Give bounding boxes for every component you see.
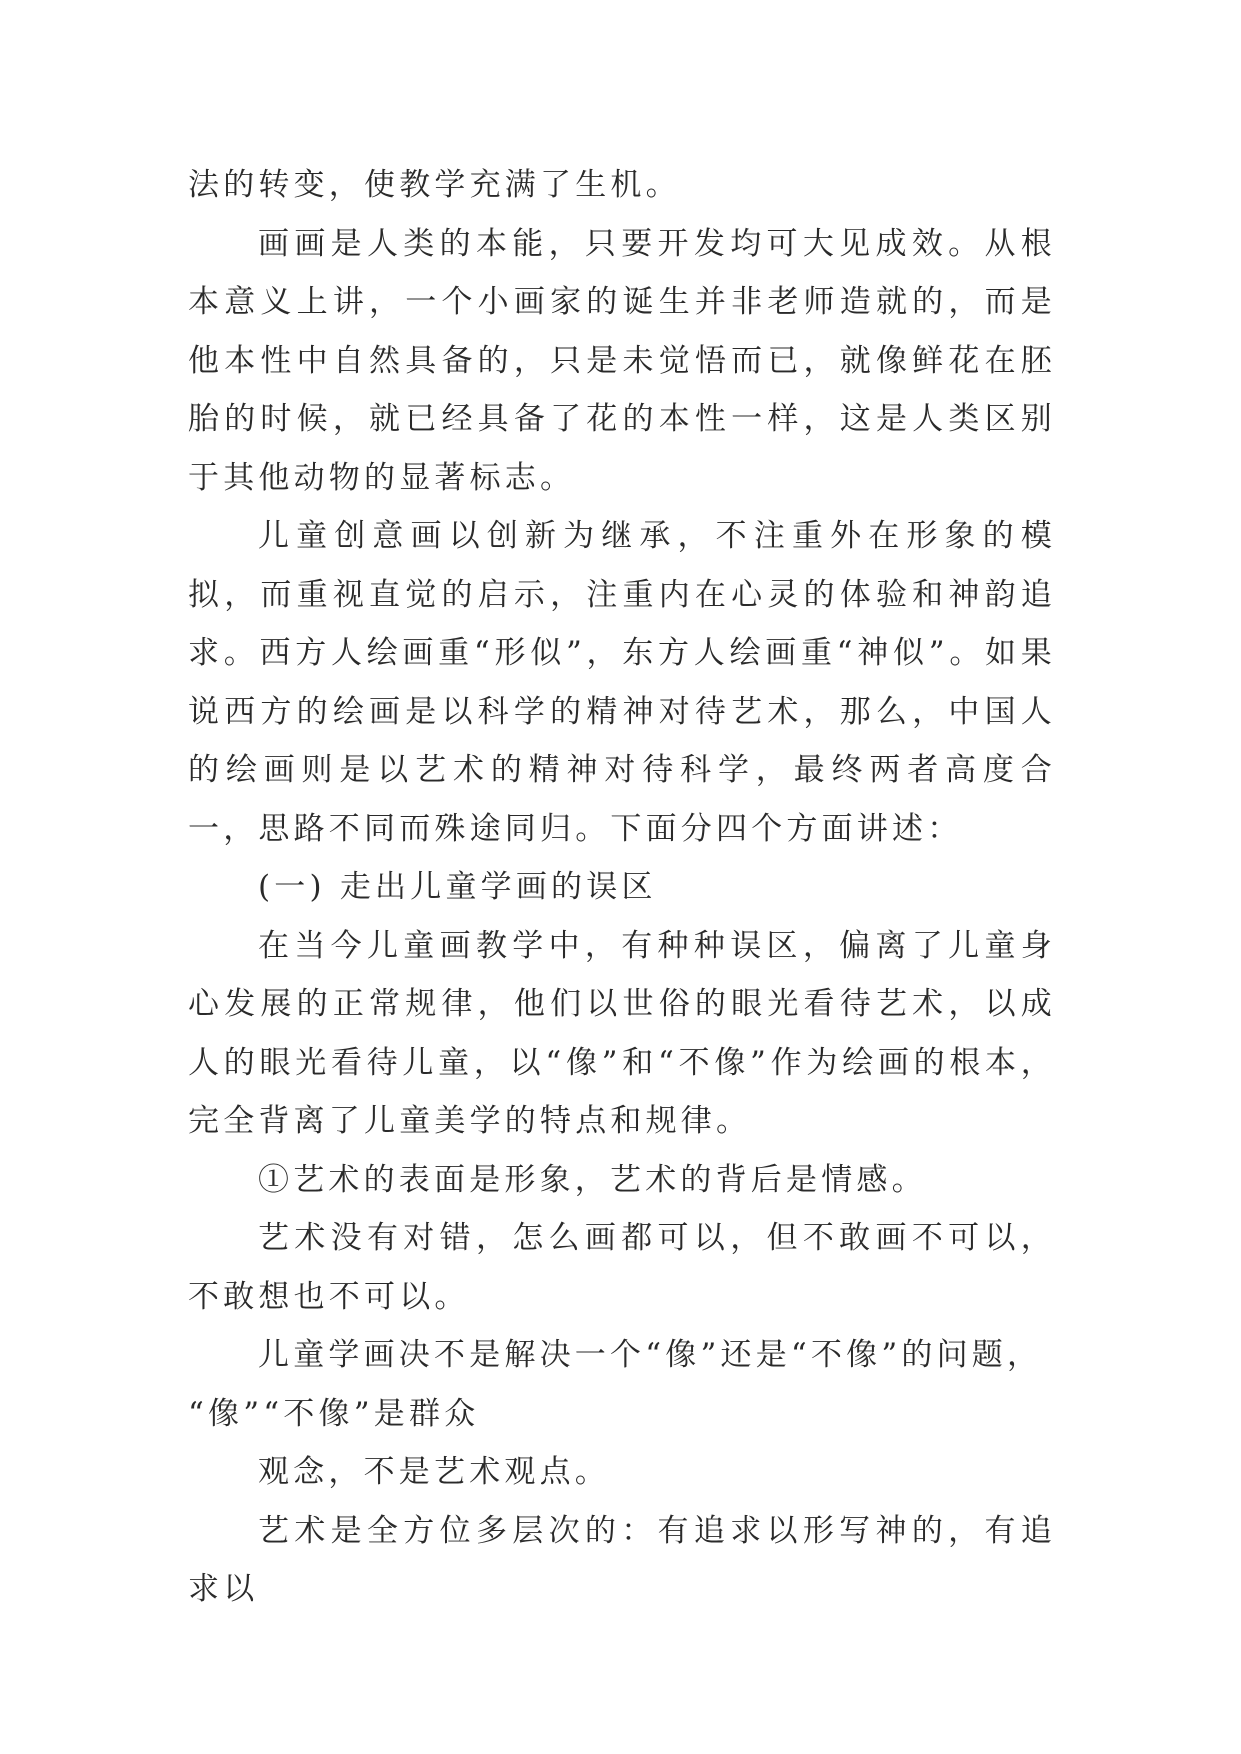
paragraph-2: 画画是人类的本能，只要开发均可大见成效。从根本意义上讲，一个小画家的诞生并非老师造就的，而是他本性中自然具备的，只是未觉悟而已，就像鲜花在胚胎的时候，就已经具备了花的本性一样，这是人类区别于其他动物的显著标志。 <box>188 225 1056 496</box>
paragraph-7: 艺术没有对错，怎么画都可以，但不敢画不可以，不敢想也不可以。 <box>188 1220 1056 1315</box>
paragraph-1: 法的转变，使教学充满了生机。 <box>188 167 681 203</box>
paragraph-8: 儿童学画决不是解决一个“像”还是“不像”的问题， <box>258 1337 1043 1373</box>
paragraph-3: 儿童创意画以创新为继承，不注重外在形象的模拟，而重视直觉的启示，注重内在心灵的体验和神韵追求。西方人绘画重“形似”，东方人绘画重“神似”。如果说西方的绘画是以科学的精神对待艺术，那么，中国人的绘画则是以艺术的精神对待科学，最终两者高度合一，思路不同而殊途同归。下面分四个方面讲述： <box>188 518 1056 847</box>
section-heading: (一) 走出儿童学画的误区 <box>258 869 657 905</box>
paragraph-9: “像”“不像”是群众 <box>188 1395 480 1432</box>
paragraph-5: 在当今儿童画教学中，有种种误区，偏离了儿童身心发展的正常规律，他们以世俗的眼光看待艺术，以成人的眼光看待儿童，以“像”和“不像”作为绘画的根本，完全背离了儿童美学的特点和规律。 <box>188 927 1056 1139</box>
point-1-heading: ①艺术的表面是形象，艺术的背后是情感。 <box>258 1161 927 1198</box>
paragraph-11: 艺术是全方位多层次的：有追求以形写神的，有追求以 <box>188 1512 1056 1607</box>
paragraph-10: 观念，不是艺术观点。 <box>258 1454 610 1490</box>
document-body <box>188 156 1056 1619</box>
